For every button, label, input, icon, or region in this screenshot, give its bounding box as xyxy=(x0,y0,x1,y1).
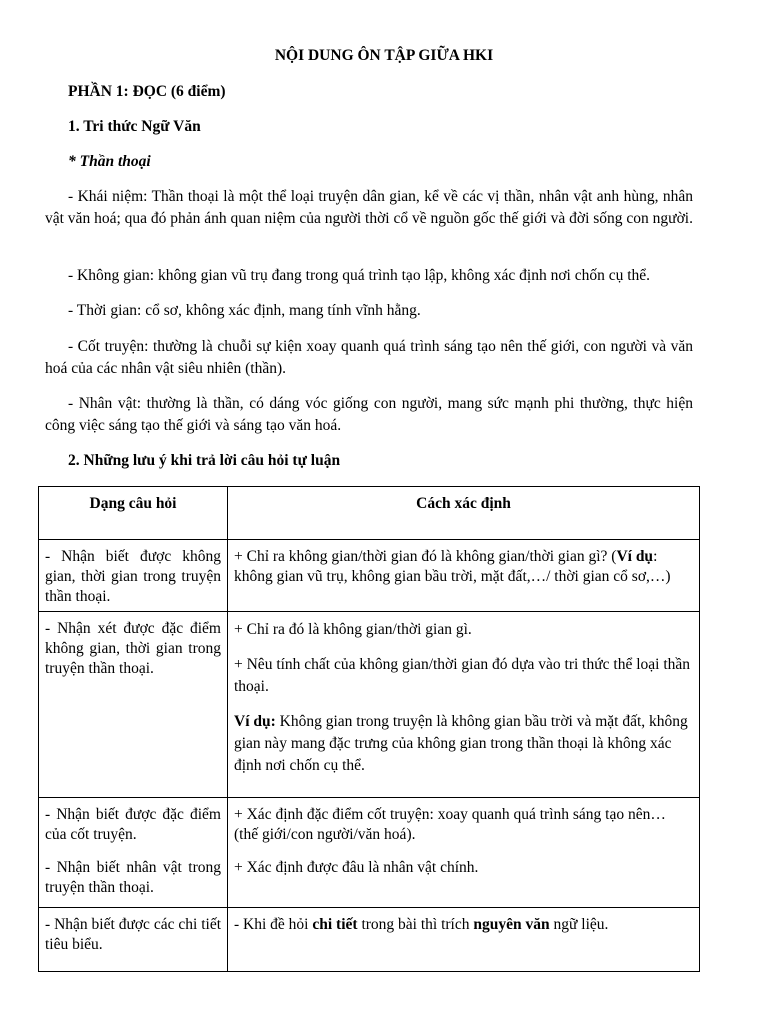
row4-method-bold-verbatim: nguyên văn xyxy=(473,916,550,933)
row2-question-type: - Nhận xét được đặc điểm không gian, thời gian trong truyện thần thoại. xyxy=(39,612,228,798)
section-1-heading: 1. Tri thức Ngữ Văn xyxy=(68,118,201,135)
table-row xyxy=(39,540,700,612)
row1-method-text-b: : không gian vũ trụ, không gian bầu trời, mặt đất,…/ thời gian cổ sơ,…) xyxy=(234,548,671,585)
row3-question-plot: - Nhận biết được đặc điểm của cốt truyện. xyxy=(45,806,221,843)
row2-method-point-1: + Chỉ ra đó là không gian/thời gian gì. xyxy=(234,621,472,638)
row3-question-character: - Nhận biết nhân vật trong truyện thần thoại. xyxy=(45,859,221,896)
section-2-heading: 2. Những lưu ý khi trả lời câu hỏi tự luận xyxy=(68,452,341,469)
table-row xyxy=(39,798,700,908)
table-row xyxy=(39,908,700,972)
row4-method-text-b: trong bài thì trích xyxy=(357,916,474,933)
row2-example-text: Không gian trong truyện là không gian bầu trời và mặt đất, không gian này mang đặc trưng của không gian trong thần thoại là không xác định nơi chốn cụ thể. xyxy=(234,713,688,774)
row1-method xyxy=(228,540,700,612)
table-header-row xyxy=(39,487,700,540)
row4-question-type: - Nhận biết được các chi tiết tiêu biểu. xyxy=(39,908,228,972)
row2-example-label: Ví dụ: xyxy=(234,713,276,730)
row2-method-example xyxy=(234,711,693,777)
paragraph-character: - Nhân vật: thường là thần, có dáng vóc giống con người, mang sức mạnh phi thường, thực hiện công việc sáng tạo thế giới và sáng tạo văn hoá. xyxy=(45,395,693,434)
row3-method xyxy=(228,798,700,908)
subsection-heading: * Thần thoại xyxy=(68,153,151,170)
row3-method-point-2: + Xác định được đâu là nhân vật chính. xyxy=(234,859,479,876)
row2-method xyxy=(228,612,700,798)
row2-method-point-2: + Nêu tính chất của không gian/thời gian đó dựa vào tri thức thể loại thần thoại. xyxy=(234,656,691,695)
part-1-heading: PHẦN 1: ĐỌC (6 điểm) xyxy=(68,83,226,100)
row4-method-text-c: ngữ liệu. xyxy=(549,916,609,933)
table-row xyxy=(39,612,700,798)
paragraph-space: - Không gian: không gian vũ trụ đang trong quá trình tạo lập, không xác định nơi chốn cụ thể. xyxy=(68,267,651,284)
header-question-type: Dạng câu hỏi xyxy=(39,487,228,540)
row1-question-type: - Nhận biết được không gian, thời gian trong truyện thần thoại. xyxy=(39,540,228,612)
row4-method xyxy=(228,908,700,972)
row1-method-text-a: + Chỉ ra không gian/thời gian đó là không gian/thời gian gì? ( xyxy=(234,548,617,565)
row3-question-type xyxy=(39,798,228,908)
row4-method-bold-detail: chi tiết xyxy=(312,916,358,933)
row3-method-point-1: + Xác định đặc điểm cốt truyện: xoay quanh quá trình sáng tạo nên… (thế giới/con người/văn hoá). xyxy=(234,806,666,843)
paragraph-time: - Thời gian: cổ sơ, không xác định, mang tính vĩnh hằng. xyxy=(68,302,421,319)
document-title: NỘI DUNG ÔN TẬP GIỮA HKI xyxy=(274,47,494,64)
paragraph-definition: - Khái niệm: Thần thoại là một thể loại truyện dân gian, kể về các vị thần, nhân vật anh hùng, nhân vật văn hoá; qua đó phản ánh quan niệm của người thời cổ về nguồn gốc thế giới và đời sống con người. xyxy=(45,188,693,227)
header-method: Cách xác định xyxy=(228,487,700,540)
answer-guide-table xyxy=(38,486,700,972)
paragraph-plot: - Cốt truyện: thường là chuỗi sự kiện xoay quanh quá trình sáng tạo nên thế giới, con người và văn hoá của các nhân vật siêu nhiên (thần). xyxy=(45,338,693,377)
row4-method-text-a: - Khi đề hỏi xyxy=(234,916,313,933)
row1-method-example-label: Ví dụ xyxy=(616,548,654,565)
